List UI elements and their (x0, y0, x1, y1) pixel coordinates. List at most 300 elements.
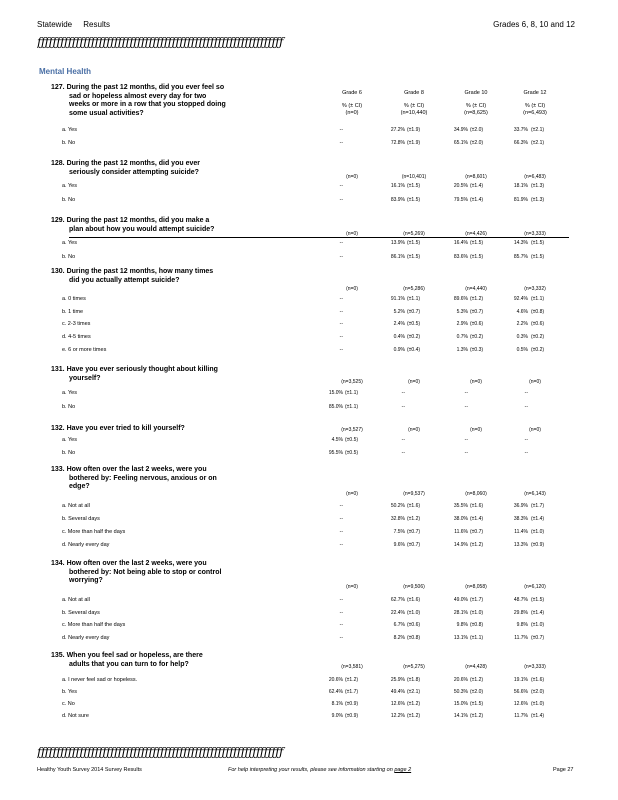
confidence-interval: (±1.1) (470, 634, 484, 641)
answer-label: d. Not sure (62, 713, 89, 719)
percent-value: 9.8% (456, 622, 468, 628)
confidence-interval: (±1.3) (531, 197, 545, 203)
answer-label: a. I never feel sad or hopeless. (62, 677, 138, 683)
sample-size: (n=5,275) (403, 664, 425, 670)
answer-label: b. No (62, 197, 76, 203)
answer-label: b. Yes (62, 689, 77, 695)
answer-label: e. 6 or more times (62, 346, 107, 353)
percent-value: 89.6% (453, 296, 468, 302)
sample-size: (n=10,401) (401, 174, 427, 180)
header-left (37, 20, 110, 29)
sample-size: (n=0) (346, 584, 358, 590)
confidence-interval: (±0.5) (345, 450, 359, 456)
percent-value: 85.7% (513, 254, 528, 260)
sample-size: (n=0) (470, 379, 482, 385)
sample-size: (n=3,332) (524, 286, 546, 292)
percent-value: 16.1% (390, 183, 405, 189)
confidence-interval: (±1.9) (407, 140, 421, 146)
footer-page-number: Page 27 (553, 767, 574, 773)
question-text (51, 652, 266, 669)
sample-size: (n=3,333) (524, 231, 546, 237)
confidence-interval: (±1.7) (531, 503, 545, 509)
sample-size: (n=8,060) (465, 491, 487, 497)
confidence-interval: (±1.7) (345, 689, 359, 695)
question-line: did you actually attempt suicide? (69, 276, 180, 284)
sample-size: (n=0) (470, 427, 482, 433)
percent-value: -- (401, 390, 405, 396)
confidence-interval: (±0.6) (407, 622, 421, 628)
confidence-interval: (±1.5) (470, 240, 484, 246)
percent-value: 83.9% (390, 197, 405, 203)
percent-value: -- (339, 542, 343, 548)
confidence-interval: (±0.5) (345, 437, 359, 443)
confidence-interval: (±1.1) (407, 296, 421, 302)
question-line: weeks or more in a row that you stopped doing (69, 101, 226, 108)
confidence-interval: (±0.7) (407, 308, 421, 315)
confidence-interval: (±1.0) (531, 529, 545, 535)
column-header-2 (384, 90, 444, 117)
column-header-grade: Grade 6 (342, 90, 362, 96)
confidence-interval: (±1.5) (407, 254, 421, 260)
answer-label: d. 4-5 times (62, 334, 91, 341)
answer-label: b. No (62, 140, 76, 146)
percent-value: 13.1% (453, 634, 468, 641)
confidence-interval: (±0.8) (531, 308, 545, 315)
confidence-interval: (±2.1) (531, 140, 545, 146)
percent-value: 36.9% (513, 503, 528, 509)
confidence-interval: (±0.8) (407, 634, 421, 641)
column-header-grade: Grade 12 (523, 90, 547, 96)
percent-value: 11.7% (514, 713, 528, 719)
percent-value: -- (339, 296, 343, 302)
footer-page-link[interactable]: page 2 (394, 767, 412, 773)
percent-value: 12.6% (513, 701, 528, 707)
percent-value: 95.5% (328, 450, 343, 456)
percent-value: 4.5% (331, 437, 343, 443)
question-line: 133. How often over the last 2 weeks, were you (51, 466, 207, 473)
confidence-interval: (±1.4) (531, 516, 545, 522)
percent-value: 0.7% (456, 334, 468, 341)
percent-value: 72.8% (390, 140, 405, 146)
sample-size: (n=5,269) (403, 231, 425, 237)
percent-value: 85.0% (328, 404, 343, 410)
question-line: edge? (69, 483, 90, 490)
percent-value: 16.4% (453, 240, 468, 246)
percent-value: 50.2% (390, 503, 405, 509)
percent-value: 38.3% (513, 516, 528, 522)
question-line: 135. When you feel sad or hopeless, are there (51, 652, 203, 659)
confidence-interval: (±0.7) (470, 308, 484, 315)
confidence-interval: (±1.6) (470, 503, 484, 509)
percent-value: -- (524, 450, 528, 456)
percent-value: 48.7% (513, 597, 528, 603)
sample-size: (n=3,581) (341, 664, 363, 670)
confidence-interval: (±1.8) (407, 677, 421, 683)
confidence-interval: (±0.9) (345, 701, 359, 707)
sample-size: (n=4,440) (465, 286, 487, 292)
question-text (51, 268, 266, 285)
percent-value: -- (339, 140, 343, 146)
question-line: 134. How often over the last 2 weeks, were you (51, 560, 207, 567)
column-header-stat: % (± CI) (524, 103, 546, 109)
answer-label: b. Several days (62, 609, 100, 616)
percent-value: 20.5% (453, 183, 468, 189)
confidence-interval: (±1.2) (470, 542, 484, 548)
percent-value: -- (464, 437, 468, 443)
percent-value: 34.9% (453, 127, 468, 133)
percent-value: -- (339, 597, 343, 603)
confidence-interval: (±2.0) (531, 689, 545, 695)
percent-value: 0.9% (393, 346, 405, 353)
answer-label: a. Yes (62, 183, 77, 189)
answer-label: a. Not at all (62, 597, 90, 603)
percent-value: 27.2% (390, 127, 405, 133)
sample-size: (n=0) (346, 286, 358, 292)
confidence-interval: (±0.4) (407, 346, 421, 353)
question-text (51, 84, 266, 118)
confidence-interval: (±1.7) (470, 597, 484, 603)
answer-label: a. Yes (62, 127, 77, 133)
percent-value: 14.3% (513, 240, 528, 246)
column-header-grade: Grade 10 (464, 90, 488, 96)
question-line: 127. During the past 12 months, did you ever feel so (51, 84, 225, 91)
sample-size: (n=4,428) (465, 664, 487, 670)
header-results: Results (83, 20, 110, 29)
sample-size: (n=5,286) (403, 286, 425, 292)
confidence-interval: (±2.1) (531, 127, 545, 133)
confidence-interval: (±1.2) (407, 701, 421, 707)
percent-value: -- (339, 334, 343, 341)
question-line: seriously consider attempting suicide? (69, 168, 199, 176)
sample-size: (n=0) (346, 231, 358, 237)
percent-value: 12.6% (390, 701, 405, 707)
percent-value: -- (401, 437, 405, 443)
percent-value: 11.6% (454, 529, 468, 535)
confidence-interval: (±1.5) (470, 701, 484, 707)
confidence-interval: (±1.4) (531, 609, 545, 616)
percent-value: 22.4% (390, 609, 405, 616)
percent-value: -- (339, 634, 343, 641)
percent-value: -- (339, 346, 343, 353)
confidence-interval: (±1.0) (531, 701, 545, 707)
percent-value: 33.7% (513, 127, 528, 133)
confidence-interval: (±1.4) (470, 183, 484, 189)
column-header-stat: % (± CI) (403, 103, 425, 109)
percent-value: 66.3% (513, 140, 528, 146)
percent-value: -- (401, 404, 405, 410)
sample-size: (n=0) (346, 491, 358, 497)
sample-size: (n=9,506) (403, 584, 425, 590)
column-header-3 (446, 90, 506, 117)
percent-value: -- (464, 390, 468, 396)
percent-value: -- (339, 516, 343, 522)
question-text (51, 217, 266, 234)
percent-value: 8.1% (331, 701, 343, 707)
question-line: 128. During the past 12 months, did you ever (51, 160, 200, 167)
confidence-interval: (±1.5) (470, 254, 484, 260)
sample-size: (n=3,333) (524, 664, 546, 670)
percent-value: 5.3% (456, 308, 468, 315)
percent-value: -- (339, 321, 343, 328)
sample-size: (n=6,143) (524, 491, 546, 497)
question-line: some usual activities? (69, 109, 144, 117)
confidence-interval: (±2.0) (470, 140, 484, 146)
percent-value: -- (524, 404, 528, 410)
confidence-interval: (±2.0) (470, 689, 484, 695)
percent-value: 81.9% (513, 197, 528, 203)
sample-size: (n=6,120) (524, 584, 546, 590)
answer-label: d. Nearly every day (62, 542, 110, 548)
confidence-interval: (±1.2) (407, 713, 421, 719)
percent-value: 56.6% (513, 689, 528, 695)
percent-value: -- (339, 127, 343, 133)
column-header-n: (n=0) (345, 110, 359, 116)
section-title: Mental Health (39, 67, 92, 76)
percent-value: 91.1% (390, 296, 405, 302)
percent-value: 50.3% (453, 689, 468, 695)
percent-value: 28.1% (453, 609, 468, 616)
percent-value: 29.8% (513, 609, 528, 616)
sample-size: (n=8,601) (465, 174, 487, 180)
question-line: yourself? (69, 374, 101, 382)
percent-value: 5.2% (393, 308, 405, 315)
question-text (51, 366, 266, 383)
percent-value: 2.4% (393, 321, 405, 328)
answer-label: a. Yes (62, 240, 77, 246)
question-line: plan about how you would attempt suicide? (69, 225, 215, 233)
confidence-interval: (±1.3) (531, 183, 545, 189)
percent-value: 20.6% (453, 677, 468, 683)
percent-value: -- (339, 609, 343, 616)
column-header-stat: % (± CI) (341, 103, 363, 109)
question-underline (69, 237, 569, 238)
sample-size: (n=0) (408, 379, 420, 385)
confidence-interval: (±1.1) (345, 404, 359, 410)
percent-value: 65.1% (453, 140, 468, 146)
percent-value: -- (339, 240, 343, 246)
percent-value: -- (464, 404, 468, 410)
question-text (51, 425, 266, 434)
confidence-interval: (±0.6) (470, 321, 484, 328)
confidence-interval: (±1.0) (531, 622, 545, 628)
percent-value: -- (401, 450, 405, 456)
confidence-interval: (±1.4) (470, 197, 484, 203)
confidence-interval: (±1.4) (470, 516, 484, 522)
answer-label: d. Nearly every day (62, 634, 110, 641)
bottom-rule: ƒƒƒƒƒƒƒƒƒƒƒƒƒƒƒƒƒƒƒƒƒƒƒƒƒƒƒƒƒƒƒƒƒƒƒƒƒƒƒƒƒƒƒƒƒƒƒƒƒƒƒƒƒƒƒƒƒƒƒƒƒƒƒƒ (37, 745, 283, 759)
percent-value: -- (339, 183, 343, 189)
sample-size: (n=9,537) (403, 491, 425, 497)
percent-value: 49.4% (390, 689, 405, 695)
confidence-interval: (±1.2) (345, 677, 359, 683)
answer-label: c. 2-3 times (62, 321, 91, 328)
percent-value: 0.4% (393, 334, 405, 341)
column-header-n: (n=6,493) (523, 110, 547, 116)
percent-value: 6.7% (393, 622, 405, 628)
confidence-interval: (±0.2) (407, 334, 421, 341)
confidence-interval: (±1.6) (531, 677, 545, 683)
answer-label: a. Yes (62, 437, 77, 443)
confidence-interval: (±2.1) (407, 689, 421, 695)
sample-size: (n=6,483) (524, 174, 546, 180)
percent-value: 20.6% (328, 677, 343, 683)
confidence-interval: (±0.2) (531, 346, 545, 353)
sample-size: (n=0) (529, 379, 541, 385)
question-line: bothered by: Not being able to stop or control (69, 568, 222, 576)
question-line: 129. During the past 12 months, did you make a (51, 217, 210, 224)
percent-value: 11.4% (514, 529, 528, 535)
column-header-n: (n=10,440) (400, 110, 428, 116)
footer-help (228, 767, 411, 773)
percent-value: 35.5% (453, 503, 468, 509)
question-text (51, 466, 266, 492)
percent-value: -- (339, 197, 343, 203)
percent-value: 2.2% (516, 321, 528, 328)
confidence-interval: (±1.1) (531, 296, 545, 302)
footer-help-text: For help interpreting your results, please see information starting on (228, 767, 393, 773)
percent-value: 49.0% (453, 597, 468, 603)
answer-label: b. No (62, 404, 76, 410)
percent-value: 14.9% (453, 542, 468, 548)
confidence-interval: (±1.4) (531, 713, 545, 719)
confidence-interval: (±1.1) (345, 390, 359, 396)
percent-value: -- (464, 450, 468, 456)
confidence-interval: (±1.2) (470, 677, 484, 683)
column-header-n: (n=8,625) (464, 110, 488, 116)
top-rule: ƒƒƒƒƒƒƒƒƒƒƒƒƒƒƒƒƒƒƒƒƒƒƒƒƒƒƒƒƒƒƒƒƒƒƒƒƒƒƒƒƒƒƒƒƒƒƒƒƒƒƒƒƒƒƒƒƒƒƒƒƒƒƒƒ (37, 35, 283, 49)
answer-label: b. No (62, 450, 76, 456)
column-header-4 (505, 90, 565, 117)
percent-value: 1.3% (456, 346, 468, 353)
confidence-interval: (±1.6) (407, 503, 421, 509)
percent-value: 0.3% (516, 334, 528, 341)
percent-value: 2.9% (456, 321, 468, 328)
confidence-interval: (±0.9) (531, 542, 545, 548)
footer-left: Healthy Youth Survey 2014 Survey Results (37, 767, 142, 773)
column-header-stat: % (± CI) (465, 103, 487, 109)
answer-label: b. No (62, 254, 76, 260)
percent-value: -- (339, 622, 343, 628)
percent-value: 62.4% (328, 689, 343, 695)
sample-size: (n=3,525) (341, 379, 363, 385)
percent-value: 13.9% (390, 240, 405, 246)
percent-value: 12.2% (390, 713, 405, 719)
confidence-interval: (±0.3) (470, 346, 484, 353)
question-text (51, 160, 266, 177)
percent-value: 18.1% (513, 183, 528, 189)
confidence-interval: (±0.2) (470, 334, 484, 341)
confidence-interval: (±0.7) (470, 529, 484, 535)
percent-value: 86.1% (390, 254, 405, 260)
column-header-1 (322, 90, 382, 117)
confidence-interval: (±0.9) (345, 713, 359, 719)
confidence-interval: (±0.7) (407, 542, 421, 548)
percent-value: -- (339, 308, 343, 315)
answer-label: b. 1 time (62, 308, 84, 315)
confidence-interval: (±1.5) (407, 240, 421, 246)
percent-value: 8.2% (393, 634, 405, 641)
sample-size: (n=8,058) (465, 584, 487, 590)
percent-value: 11.7% (514, 634, 528, 641)
header-grades: Grades 6, 8, 10 and 12 (493, 20, 575, 29)
confidence-interval: (±1.2) (407, 516, 421, 522)
sample-size: (n=4,426) (465, 231, 487, 237)
sample-size: (n=0) (346, 174, 358, 180)
percent-value: -- (339, 529, 343, 535)
percent-value: 13.3% (513, 542, 528, 548)
percent-value: 7.5% (393, 529, 405, 535)
question-line: 132. Have you ever tried to kill yourself? (51, 425, 185, 432)
header-statewide: Statewide (37, 20, 73, 29)
sample-size: (n=0) (529, 427, 541, 433)
confidence-interval: (±0.2) (531, 334, 545, 341)
answer-label: a. Yes (62, 390, 77, 396)
sample-size: (n=0) (408, 427, 420, 433)
confidence-interval: (±1.5) (407, 183, 421, 189)
percent-value: 0.5% (516, 346, 528, 353)
percent-value: 92.4% (513, 296, 528, 302)
percent-value: 62.7% (390, 597, 405, 603)
confidence-interval: (±0.6) (531, 321, 545, 328)
percent-value: 38.0% (453, 516, 468, 522)
confidence-interval: (±1.9) (407, 127, 421, 133)
confidence-interval: (±1.2) (470, 296, 484, 302)
percent-value: -- (339, 503, 343, 509)
percent-value: 15.0% (328, 390, 343, 396)
confidence-interval: (±1.6) (407, 597, 421, 603)
question-line: 131. Have you ever seriously thought about killing (51, 366, 218, 373)
percent-value: 9.8% (516, 622, 528, 628)
confidence-interval: (±0.7) (531, 634, 545, 641)
question-line: worrying? (69, 577, 103, 584)
percent-value: 79.5% (453, 197, 468, 203)
question-line: 130. During the past 12 months, how many times (51, 268, 214, 275)
question-line: adults that you can turn to for help? (69, 660, 189, 668)
percent-value: 15.0% (453, 701, 468, 707)
question-text (51, 560, 266, 586)
confidence-interval: (±1.0) (470, 609, 484, 616)
confidence-interval: (±2.0) (470, 127, 484, 133)
confidence-interval: (±1.5) (531, 254, 545, 260)
sample-size: (n=3,527) (341, 427, 363, 433)
percent-value: 14.1% (453, 713, 468, 719)
percent-value: 9.0% (331, 713, 343, 719)
question-line: sad or hopeless almost every day for two (69, 92, 207, 100)
answer-label: a. Not at all (62, 503, 90, 509)
confidence-interval: (±1.5) (407, 197, 421, 203)
confidence-interval: (±0.5) (407, 321, 421, 328)
answer-label: c. No (62, 701, 75, 707)
confidence-interval: (±1.5) (531, 597, 545, 603)
answer-label: b. Several days (62, 516, 100, 522)
percent-value: 19.1% (513, 677, 528, 683)
percent-value: -- (524, 437, 528, 443)
percent-value: -- (524, 390, 528, 396)
percent-value: 83.6% (453, 254, 468, 260)
confidence-interval: (±1.0) (407, 609, 421, 616)
confidence-interval: (±0.8) (470, 622, 484, 628)
confidence-interval: (±1.2) (470, 713, 484, 719)
answer-label: a. 0 times (62, 296, 86, 302)
percent-value: 32.8% (390, 516, 405, 522)
question-line: bothered by: Feeling nervous, anxious or on (69, 474, 217, 482)
percent-value: 9.6% (393, 542, 405, 548)
confidence-interval: (±0.7) (407, 529, 421, 535)
percent-value: 4.6% (516, 308, 528, 315)
column-header-grade: Grade 8 (404, 90, 424, 96)
percent-value: -- (339, 254, 343, 260)
confidence-interval: (±1.5) (531, 240, 545, 246)
